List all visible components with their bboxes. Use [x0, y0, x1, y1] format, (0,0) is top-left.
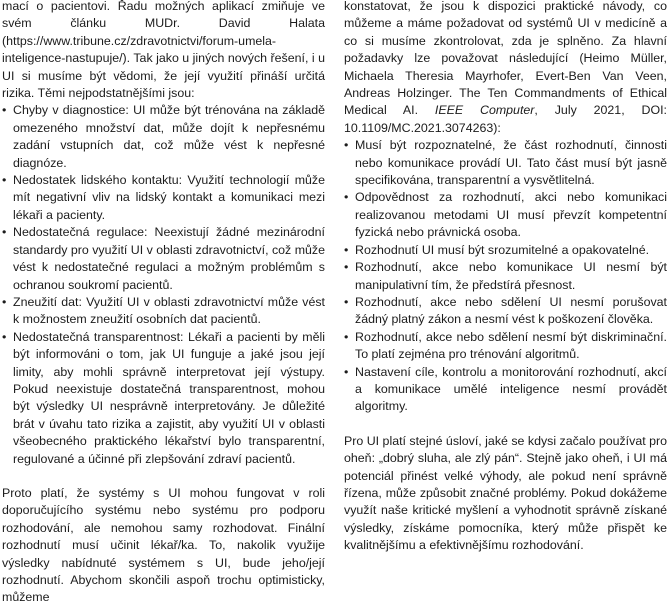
- intro-paragraph: mací o pacientovi. Řadu možných aplikací zmiňuje ve svém článku MUDr. David Halata (https://www.tribune.cz/zdravotnictvi/forum-umela-inteligence-nastupuje/). Tak jako u jiných nových řešení, i u UI si musíme být vědomi, že její využití přináší určitá rizika. Těmi nejpodstatnějšími jsou:: [2, 0, 325, 101]
- risk-item-regulation: • Nedostatečná regulace: Neexistují žádné mezinárodní standardy pro využití UI v oblasti zdravotnictví, což může vést k nedostatečné regulaci a možným problémům s ochranou soukromí pacientů.: [2, 224, 325, 294]
- closing-paragraph: Pro UI platí stejné úsloví, jaké se kdysi začalo používat pro oheň: „dobrý sluha, ale zlý pán“. Stejně jako oheň, i UI má potenciál přinést velké výhody, ale pokud není správně řízena, může způsobit značné problémy. Pokud dokážeme využít naše kritické myšlení a vyhodnotit správně získané výsledky, získáme pomocníka, který může přispět ke kvalitnějšímu a efektivnějšímu rozhodování.: [344, 433, 668, 553]
- requirement-item-human-oversight: • Nastavení cíle, kontrolu a monitorování rozhodnutí, akcí a komunikace umělé inteligence nesmí provádět algoritmy.: [344, 364, 667, 416]
- risk-item-diagnostics: • Chyby v diagnostice: UI může být trénována na základě omezeného množství dat, může dojít k nepřesnému zadání vstupních dat, což může vést k nepřesné diagnóze.: [2, 102, 325, 172]
- paragraph-gap: [2, 468, 325, 485]
- requirements-list: [344, 137, 667, 416]
- requirement-item-responsibility: • Odpovědnost za rozhodnutí, akci nebo komunikaci realizovanou metodami UI musí převzít kompetentní fyzická nebo právnická osoba.: [344, 189, 667, 241]
- risk-item-human-contact: • Nedostatek lidského kontaktu: Využití technologií může mít negativní vliv na lidský kontakt a komunikaci mezi lékaři a pacienty.: [2, 172, 325, 224]
- risk-item-transparency: • Nedostatečná transparentnost: Lékaři a pacienti by měli být informováni o tom, jak UI funguje a jaké jsou její limity, aby mohli správně interpretovat její výstupy. Pokud neexistuje dostatečná transparentnost, mohou být výsledky UI nesprávně interpretovány. Je důležité brát v úvahu tato rizika a zajistit, aby využití UI v oblasti všeobecného praktického lékařství bylo transparentní, regulované a účinné při zlepšování zdraví pacientů.: [2, 329, 325, 468]
- risk-item-data-misuse: • Zneužití dat: Využití UI v oblasti zdravotnictví může vést k možnostem zneužití osobních dat pacientů.: [2, 294, 325, 329]
- conclusion-paragraph: Proto platí, že systémy s UI mohou fungovat v roli doporučujícího systému nebo systému pro podporu rozhodování, ale nemohou samy rozhodovat. Finální rozhodnutí musí učinit lékař/ka. To, nakolik využije výsledky nabídnuté systémem s UI, bude jeho/její rozhodnutí. Abychom skončili aspoň trochu optimisticky, můžeme: [2, 485, 325, 605]
- left-column: [2, 0, 325, 607]
- requirement-item-recognizable: • Musí být rozpoznatelné, že část rozhodnutí, činnosti nebo komunikace provádí UI. Tato část musí být jasně specifikována, transparentní a vysvětlitelná.: [344, 137, 667, 189]
- right-column: [344, 0, 667, 555]
- requirements-intro-paragraph: [344, 0, 667, 137]
- risk-list: [2, 102, 325, 468]
- requirement-item-lawful: • Rozhodnutí, akce nebo sdělení UI nesmí porušovat žádný platný zákon a nesmí vést k poškození člověka.: [344, 294, 667, 329]
- citation-details: , July 2021, DOI: 10.1109/MC.2021.3074263):: [344, 103, 667, 135]
- paragraph-gap: [344, 416, 667, 433]
- requirement-item-non-manipulative: • Rozhodnutí, akce nebo komunikace UI nesmí být manipulativní tím, že předstírá přesnost.: [344, 259, 667, 294]
- journal-title: IEEE Computer: [434, 103, 535, 118]
- requirement-item-understandable: • Rozhodnutí UI musí být srozumitelné a opakovatelné.: [344, 242, 667, 259]
- requirement-item-non-discriminatory: • Rozhodnutí, akce nebo sdělení nesmí být diskriminační. To platí zejména pro trénování algoritmů.: [344, 329, 667, 364]
- requirements-intro-text: konstatovat, že jsou k dispozici praktické návody, co můžeme a máme požadovat od systémů UI v medicíně a co si musíme zkontrolovat, zda je splněno. Za hlavní požadavky lze považovat následující (Heimo Müller, Michaela Theresia Mayrhofer, Evert-Ben Van Veen, Andreas Holzinger. The Ten Commandments of Ethical Medical AI.: [344, 0, 667, 118]
